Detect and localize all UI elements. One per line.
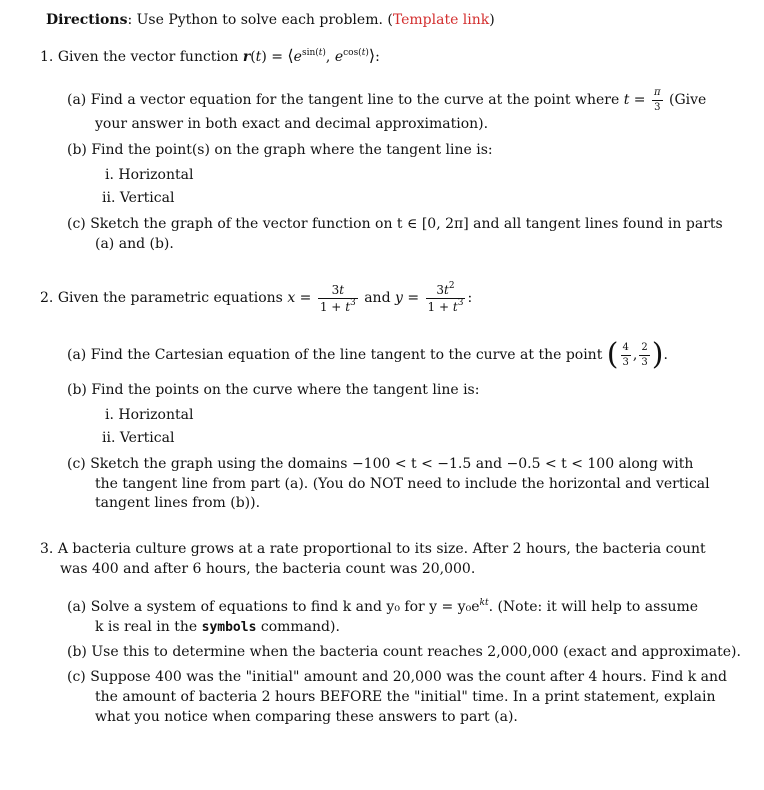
q3-c-line3: what you notice when comparing these answers to part (a). (95, 709, 518, 725)
y-equation: $\frac{3t^2}{1 + t^3}$ (427, 280, 464, 314)
q1-number: 1. (40, 49, 54, 65)
q2-stem: 2. Given the parametric equations x = $\frac{3t}{1 + t^3}$ and y = $\frac{3t^2}{1 + t^3}$ : (40, 280, 473, 314)
q3-a-text: (a) Solve a system of equations to find k and y₀ for y = y₀e (67, 599, 480, 615)
q1-b-vertical: ii. Vertical (102, 190, 175, 206)
q3-part-a: (a) Solve a system of equations to find k and y₀ for $y = y_0e^{kt}$. (Note: it will help to assume (67, 598, 699, 615)
q2-c-line2: the tangent line from part (a). (You do NOT need to include the horizontal and vertical (95, 476, 710, 492)
q1-stem-text: Given the vector function (57, 49, 239, 65)
q2-b-vertical: ii. Vertical (102, 430, 175, 446)
q1-b-horizontal: i. Horizontal (105, 167, 194, 183)
q3-part-b: (b) Use this to determine when the bacteria count reaches 2,000,000 (exact and approximate). (67, 644, 741, 660)
q2-a-text: (a) Find the Cartesian equation of the line tangent to the curve at the point (67, 347, 603, 363)
q2-b-horizontal: i. Horizontal (105, 407, 194, 423)
x-equation: $\frac{3t}{1 + t^3}$ (319, 282, 356, 314)
q3-number: 3. (40, 541, 54, 557)
q2-part-a: (a) Find the Cartesian equation of the line tangent to the curve at the point ( $\frac{4}{3}$ , $\frac{2}{3}$ ). (67, 337, 668, 372)
q3-line1 (40, 540, 706, 558)
directions-close: ) (489, 12, 495, 28)
q1-a-line2: your answer in both exact and decimal approximation). (95, 116, 489, 132)
directions-text: : Use Python to solve each problem. ( (127, 12, 393, 28)
q1-a-text: (a) Find a vector equation for the tangent line to the curve at the point where (67, 92, 620, 108)
q2-number: 2. (40, 290, 54, 306)
q1-part-b: (b) Find the point(s) on the graph where the tangent line is: (67, 142, 493, 158)
q1-part-c: (c) Sketch the graph of the vector function on t ∈ [0, 2π] and all tangent lines found in parts (67, 216, 723, 232)
point-y: $\frac{2}{3}$ (641, 341, 648, 368)
directions-label: Directions (46, 12, 128, 28)
q1-part-a: (a) Find a vector equation for the tangent line to the curve at the point where t = $\frac{\pi}{3}$ (Give (67, 86, 707, 113)
q3-a-line2-pre: k is real in the (95, 619, 198, 635)
q3-a-line2 (95, 618, 340, 637)
q2-stem-text: Given the parametric equations (57, 290, 283, 306)
q3-c-line2: the amount of bacteria 2 hours BEFORE the "initial" time. In a print statement, explain (95, 689, 716, 705)
q2-c-line3: tangent lines from (b)). (95, 495, 261, 511)
q3-line1-text: A bacteria culture grows at a rate proportional to its size. After 2 hours, the bacteria count (57, 541, 706, 557)
q3-a-line2-post: command). (260, 619, 340, 635)
symbols-command: symbols (201, 620, 257, 635)
pi-over-3: $\frac{\pi}{3}$ (653, 86, 661, 113)
q2-part-c: (c) Sketch the graph using the domains −100 < t < −1.5 and −0.5 < t < 100 along with (67, 456, 694, 472)
q1-c-line2: (a) and (b). (95, 236, 174, 252)
q2-and: and (364, 290, 391, 306)
q2-part-b: (b) Find the points on the curve where the tangent line is: (67, 382, 480, 398)
template-link[interactable]: Template link (392, 12, 490, 28)
q3-line2: was 400 and after 6 hours, the bacteria count was 20,000. (60, 561, 476, 577)
point-x: $\frac{4}{3}$ (622, 341, 629, 368)
q1-stem (40, 47, 380, 66)
q3-a-note: . (Note: it will help to assume (488, 599, 699, 615)
q1-vector-function: $r(t) = ⟨e^{sin(t)}$, $e^{cos(t)}⟩$: (242, 46, 380, 65)
q1-a-give: (Give (669, 92, 707, 108)
q3-part-c: (c) Suppose 400 was the "initial" amount and 20,000 was the count after 4 hours. Find k and (67, 669, 727, 685)
directions-header (46, 11, 495, 29)
